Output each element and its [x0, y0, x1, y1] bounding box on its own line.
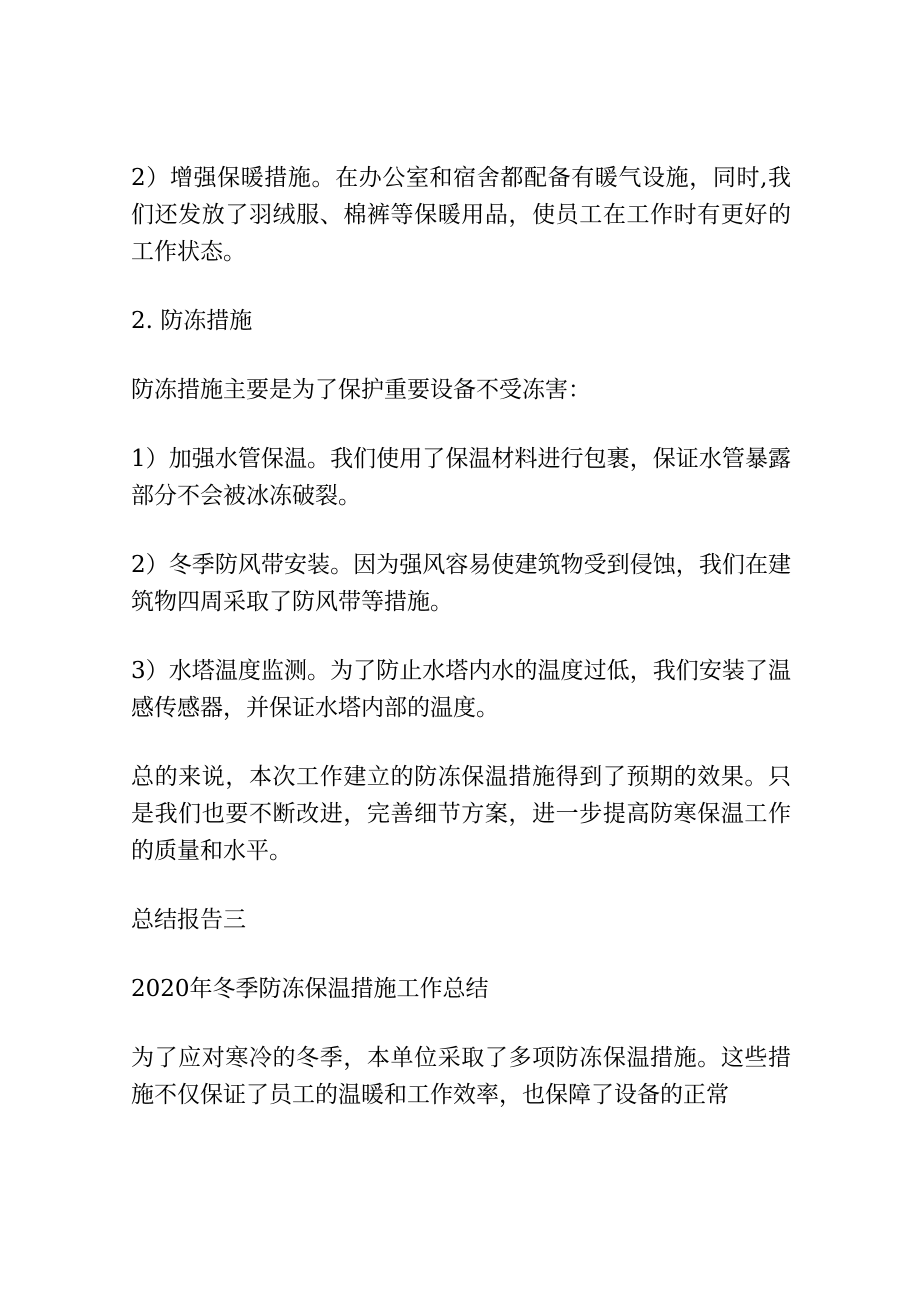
paragraph-windbreak: 2）冬季防风带安装。因为强风容易使建筑物受到侵蚀，我们在建筑物四周采取了防风带等措施。 — [131, 552, 791, 615]
document-body — [131, 160, 791, 1146]
paragraph-heating-measures: 2）增强保暖措施。在办公室和宿舍都配备有暖气设施，同时,我们还发放了羽绒服、棉裤等保暖用品，使员工在工作时有更好的工作状态。 — [131, 165, 791, 265]
paragraph-pipe-insulation: 1）加强水管保温。我们使用了保温材料进行包裹，保证水管暴露部分不会被冰冻破裂。 — [131, 446, 791, 509]
paragraph-antifreeze-intro: 防冻措施主要是为了保护重要设备不受冻害： — [131, 377, 591, 403]
report-title: 2020年冬季防冻保温措施工作总结 — [131, 976, 489, 1002]
paragraph-report-intro: 为了应对寒冷的冬季，本单位采取了多项防冻保温措施。这些措施不仅保证了员工的温暖和工作效率，也保障了设备的正常 — [131, 1045, 791, 1108]
section-heading-antifreeze: 2. 防冻措施 — [131, 308, 253, 334]
paragraph-conclusion: 总的来说，本次工作建立的防冻保温措施得到了预期的效果。只是我们也要不断改进，完善细节方案，进一步提高防寒保温工作的质量和水平。 — [131, 764, 791, 864]
paragraph-water-tower: 3）水塔温度监测。为了防止水塔内水的温度过低，我们安装了温感传感器，并保证水塔内部的温度。 — [131, 658, 791, 721]
report-heading: 总结报告三 — [131, 907, 246, 933]
